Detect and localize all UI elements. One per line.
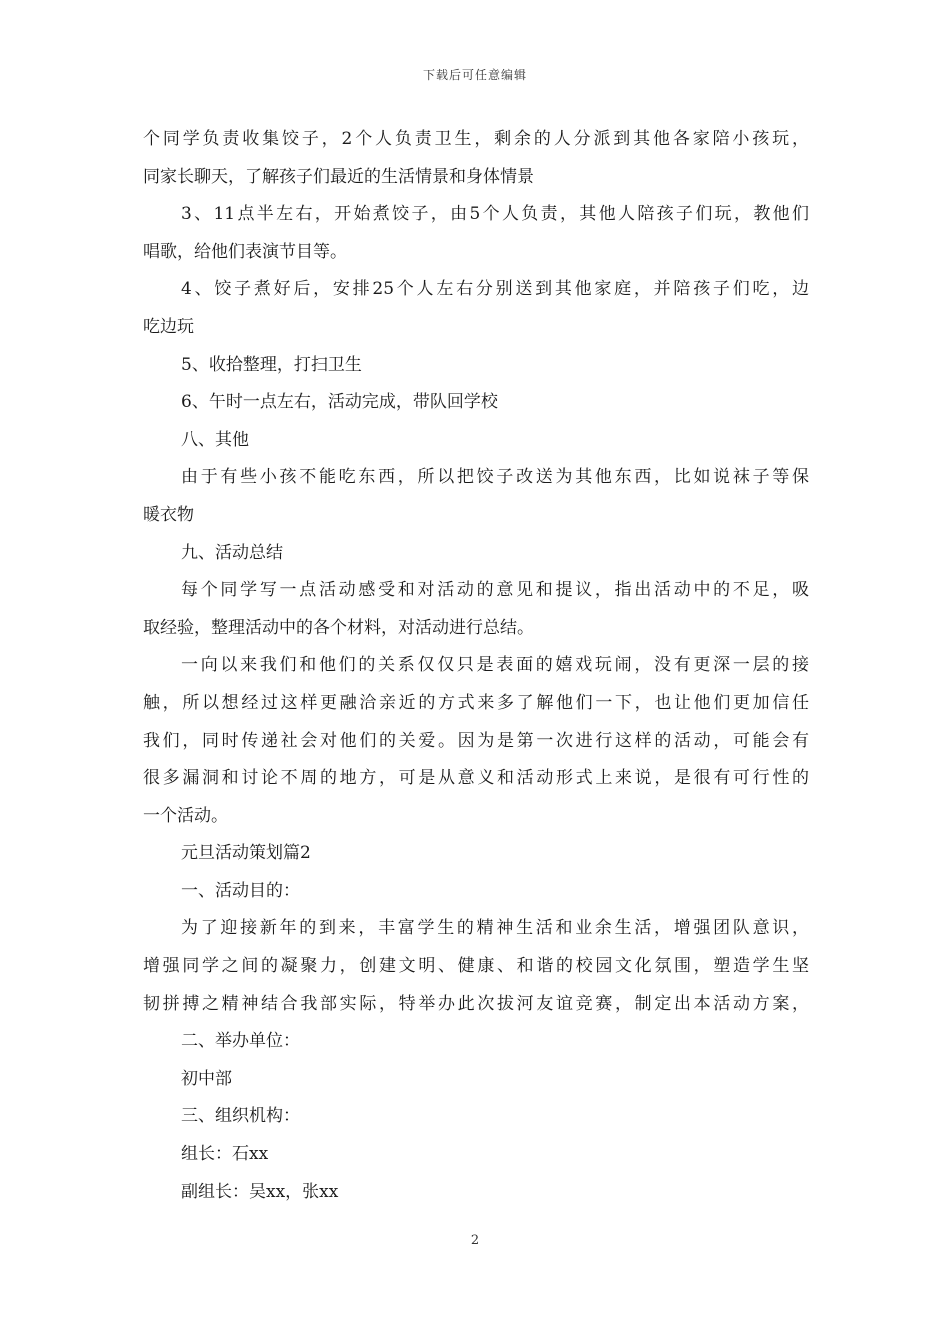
paragraph-line: 一个活动。 (143, 805, 228, 826)
document-body (143, 121, 809, 1211)
section-heading: 二、举办单位： (181, 1031, 300, 1052)
paragraph-line: 同家长聊天，了解孩子们最近的生活情景和身体情景 (143, 166, 534, 187)
paragraph-line: 个同学负责收集饺子，2个人负责卫生，剩余的人分派到其他各家陪小孩玩， (143, 129, 809, 149)
paragraph-line: 每个同学写一点活动感受和对活动的意见和提议，指出活动中的不足，吸 (181, 580, 809, 601)
paragraph-line: 韧拼搏之精神结合我部实际，特举办此次拔河友谊竞赛，制定出本活动方案， (143, 993, 809, 1014)
paragraph-line: 暖衣物 (143, 504, 194, 525)
paragraph-line: 吃边玩 (143, 316, 194, 337)
paragraph-line: 取经验，整理活动中的各个材料，对活动进行总结。 (143, 617, 534, 638)
paragraph-line: 增强同学之间的凝聚力，创建文明、健康、和谐的校园文化氛围，塑造学生坚 (143, 956, 809, 977)
section-heading: 九、活动总结 (181, 542, 283, 563)
paragraph-line: 触，所以想经过这样更融洽亲近的方式来多了解他们一下，也让他们更加信任 (143, 692, 809, 713)
paragraph-line: 我们，同时传递社会对他们的关爱。因为是第一次进行这样的活动，可能会有 (143, 730, 809, 751)
paragraph-line: 由于有些小孩不能吃东西，所以把饺子改送为其他东西，比如说袜子等保 (181, 467, 809, 488)
paragraph-line: 5、收拾整理，打扫卫生 (181, 354, 362, 375)
paragraph-line: 组长：石xx (181, 1144, 269, 1165)
paragraph-line: 4、饺子煮好后，安排25个人左右分别送到其他家庭，并陪孩子们吃，边 (181, 279, 809, 300)
paragraph-line: 初中部 (181, 1068, 232, 1089)
paragraph-line: 为了迎接新年的到来，丰富学生的精神生活和业余生活，增强团队意识， (181, 918, 809, 939)
section-heading: 三、组织机构： (181, 1106, 300, 1127)
section-heading: 一、活动目的： (181, 880, 300, 901)
paragraph-line: 唱歌，给他们表演节目等。 (143, 241, 347, 262)
paragraph-line: 副组长：吴xx，张xx (181, 1181, 339, 1202)
page-number: 2 (470, 1233, 480, 1248)
paragraph-line: 3、11点半左右，开始煮饺子，由5个人负责，其他人陪孩子们玩，教他们 (181, 204, 809, 225)
paragraph-line: 6、午时一点左右，活动完成，带队回学校 (181, 392, 498, 413)
page-header: 下载后可任意编辑 (422, 68, 527, 82)
paragraph-line: 很多漏洞和讨论不周的地方，可是从意义和活动形式上来说，是很有可行性的 (143, 768, 809, 789)
paragraph-line: 一向以来我们和他们的关系仅仅只是表面的嬉戏玩闹，没有更深一层的接 (181, 655, 809, 676)
section-heading: 八、其他 (181, 429, 249, 450)
section-title: 元旦活动策划篇2 (181, 843, 311, 864)
